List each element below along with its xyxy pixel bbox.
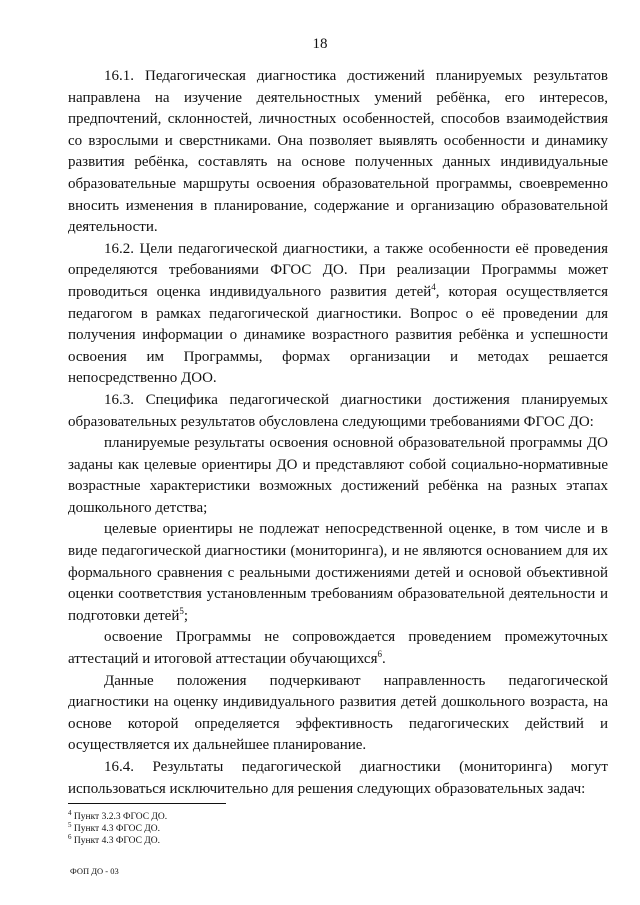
paragraph-text: целевые ориентиры не подлежат непосредственной оценке, в том числе и в виде педагогической диагностики (мониторинга), и не являются основанием для их формального сравнения с реальными достижениями детей и основой объективной оценки соответствия установленным требованиям образовательной деятельности и подготовки детей xyxy=(68,521,608,624)
paragraph-16-4: 16.4. Результаты педагогической диагностики (мониторинга) могут использоваться исключительно для решения следующих образовательных задач: xyxy=(68,759,608,797)
footnote-text: Пункт 3.2.3 ФГОС ДО. xyxy=(71,812,168,822)
footnote-item xyxy=(68,808,368,823)
footnote-divider xyxy=(68,803,226,804)
footnote-ref: 6 xyxy=(377,649,382,660)
paragraph-text: , которая осуществляется педагогом в рамках педагогической диагностики. Вопрос о её проведении для получения информации о динамике возрастного развития ребёнка и успешности освоения им Программы, формах организации и методах решается непосредственно ДОО. xyxy=(68,283,608,387)
paragraph-requirement-2 xyxy=(68,519,608,627)
paragraph-text: освоение Программы не сопровождается проведением промежуточных аттестаций и итоговой аттестации обучающихся xyxy=(68,629,608,668)
paragraph-text: ; xyxy=(183,607,189,624)
paragraph-16-2 xyxy=(68,239,608,390)
footnote-number: 6 xyxy=(68,832,72,841)
paragraph-requirement-3 xyxy=(68,627,608,670)
paragraph-16-3: 16.3. Специфика педагогической диагностики достижения планируемых образовательных результатов обусловлена следующими требованиями ФГОС ДО: xyxy=(68,391,608,430)
footnote-item xyxy=(68,820,368,835)
paragraph-text: . xyxy=(381,651,386,668)
footnote-ref: 4 xyxy=(431,281,436,292)
document-code: ФОП ДО - 03 xyxy=(70,866,119,876)
footnote-number: 5 xyxy=(68,820,72,829)
paragraph-requirement-1: планируемые результаты освоения основной образовательной программы ДО заданы как целевые ориентиры ДО и представляют собой социально-нормативные возрастные характеристики возможных достижений ребёнка на разных этапах дошкольного детства; xyxy=(68,435,608,516)
paragraph-text: 16.2. Цели педагогической диагностики, а также особенности её проведения определяются требованиями ФГОС ДО. При реализации Программы может проводиться оценка индивидуального развития детей xyxy=(68,240,608,300)
footnote-ref: 5 xyxy=(179,605,184,616)
page-number: 18 xyxy=(312,36,328,52)
footnote-text: Пункт 4.3 ФГОС ДО. xyxy=(71,824,161,834)
paragraph-conclusion: Данные положения подчеркивают направленность педагогической диагностики на оценку индивидуального развития детей дошкольного возраста, на основе которой определяется эффективность педагогических действий и осуществляется их дальнейшее планирование. xyxy=(68,672,608,754)
paragraph-16-1: 16.1. Педагогическая диагностика достижений планируемых результатов направлена на изучение деятельностных умений ребёнка, его интересов, предпочтений, склонностей, личностных особенностей, способов взаимодействия со взрослыми и сверстниками. Она позволяет выявлять особенности и динамику развития ребёнка, составлять на основе полученных данных индивидуальные образовательные маршруты освоения образовательной программы, своевременно вносить изменения в планирование, содержание и организацию образовательной деятельности. xyxy=(68,68,608,236)
footnotes xyxy=(68,808,368,847)
footnote-text: Пункт 4.3 ФГОС ДО. xyxy=(71,836,161,846)
footnote-item xyxy=(68,832,368,847)
footnote-number: 4 xyxy=(68,808,72,817)
main-text xyxy=(68,66,608,800)
